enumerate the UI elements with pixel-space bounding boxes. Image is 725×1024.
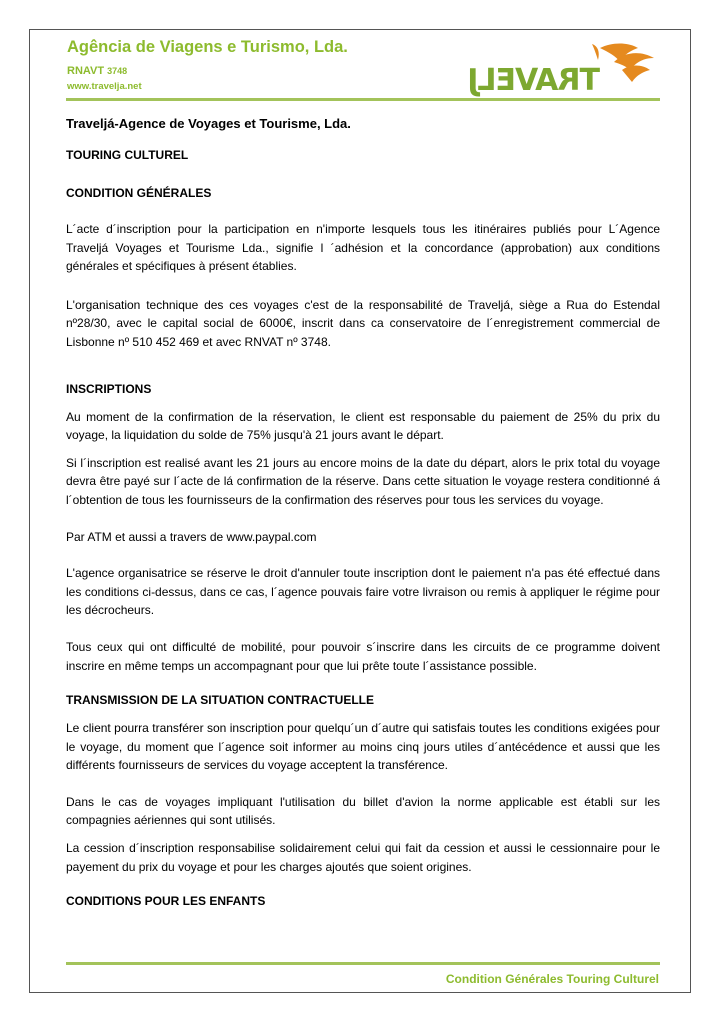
paragraph: L'agence organisatrice se réserve le droit d'annuler toute inscription dont le paiement n'a pas été effectué dans les conditions ci-dessus, dans ce cas, l´agence pouvais faire votre livraison ou remis à appliquer le régime pour les décrocheurs. xyxy=(66,566,660,618)
rnavt-line xyxy=(67,65,127,77)
website-link[interactable]: www.travelja.net xyxy=(67,81,142,92)
company-name: Agência de Viagens e Turismo, Lda. xyxy=(67,38,348,56)
section-heading: CONDITION GÉNÉRALES xyxy=(66,186,212,200)
paragraph: L'organisation technique des ces voyages c'est de la responsabilité de Traveljá, siège a Rua do Estendal nº28/30, avec le capital social de 6000€, inscrit dans ca conservatoire de l´enregistrement commercial de Lisbonne nº 510 452 469 et avec RNVAT nº 3748. xyxy=(66,297,660,349)
paragraph: Au moment de la confirmation de la réservation, le client est responsable du paiement de 25% du prix du voyage, la liquidation du solde de 75% jusqu'à 21 jours avant le départ. xyxy=(66,409,660,443)
paragraph: Dans le cas de voyages impliquant l'utilisation du billet d'avion la norme applicable est établi sur les compagnies aériennes qui sont utilisés. xyxy=(66,794,660,828)
section-heading: TRANSMISSION DE LA SITUATION CONTRACTUELLE xyxy=(66,693,374,708)
header-divider xyxy=(66,98,660,101)
travelja-logo xyxy=(468,40,656,100)
page-frame xyxy=(29,29,691,993)
svg-text:TRAVELJ: TRAVELJ xyxy=(468,63,600,98)
document-body xyxy=(66,110,660,910)
document-subtitle: TOURING CULTUREL xyxy=(66,148,189,162)
paragraph: La cession d´inscription responsabilise solidairement celui qui fait da cession et aussi le cessionnaire pour le payement du prix du voyage et pour les charges ajoutés que soient origines. xyxy=(66,841,660,874)
paragraph: Si l´inscription est realisé avant les 21 jours au encore moins de la date du départ, alors le prix total du voyage devra être payé sur l´acte de lá confirmation de la réserve. Dans cette situation le voyage restera conditionné á l´obtention de tous les fournisseurs de la confirmation des réserves pour tous les services du voyage. xyxy=(66,455,660,507)
paragraph: Le client pourra transférer son inscription pour quelqu´un d´autre qui satisfais toutes les conditions exigées pour le voyage, du moment que l´agence soit informer au moins cinq jours utiles d´antécédence et aussi que les différents fournisseurs de services du voyage acceptent la transférence. xyxy=(66,721,660,773)
footer-text: Condition Générales Touring Culturel xyxy=(445,972,659,986)
rnavt-label: RNAVT xyxy=(67,65,105,77)
paragraph: Par ATM et aussi a travers de www.paypal.com xyxy=(66,529,317,544)
rnavt-number: 3748 xyxy=(107,66,128,76)
section-heading: CONDITIONS POUR LES ENFANTS xyxy=(66,894,266,909)
paragraph: Tous ceux qui ont difficulté de mobilité, pour pouvoir s´inscrire dans les circuits de ce programme doivent inscrire en même temps un accompagnant pour que lui prête toute l´assistance possible. xyxy=(66,639,660,673)
paragraph: L´acte d´inscription pour la participation en n'importe lesquels tous les itinéraires publiés pour L´Agence Traveljá Voyages et Tourisme Lda., signifie l ´adhésion et la concordance (approbation) aux conditions générales et spécifiques à présent établies. xyxy=(66,222,660,274)
footer-divider xyxy=(66,962,660,965)
section-heading: INSCRIPTIONS xyxy=(66,381,152,396)
document-title: Traveljá-Agence de Voyages et Tourisme, Lda. xyxy=(66,116,351,131)
